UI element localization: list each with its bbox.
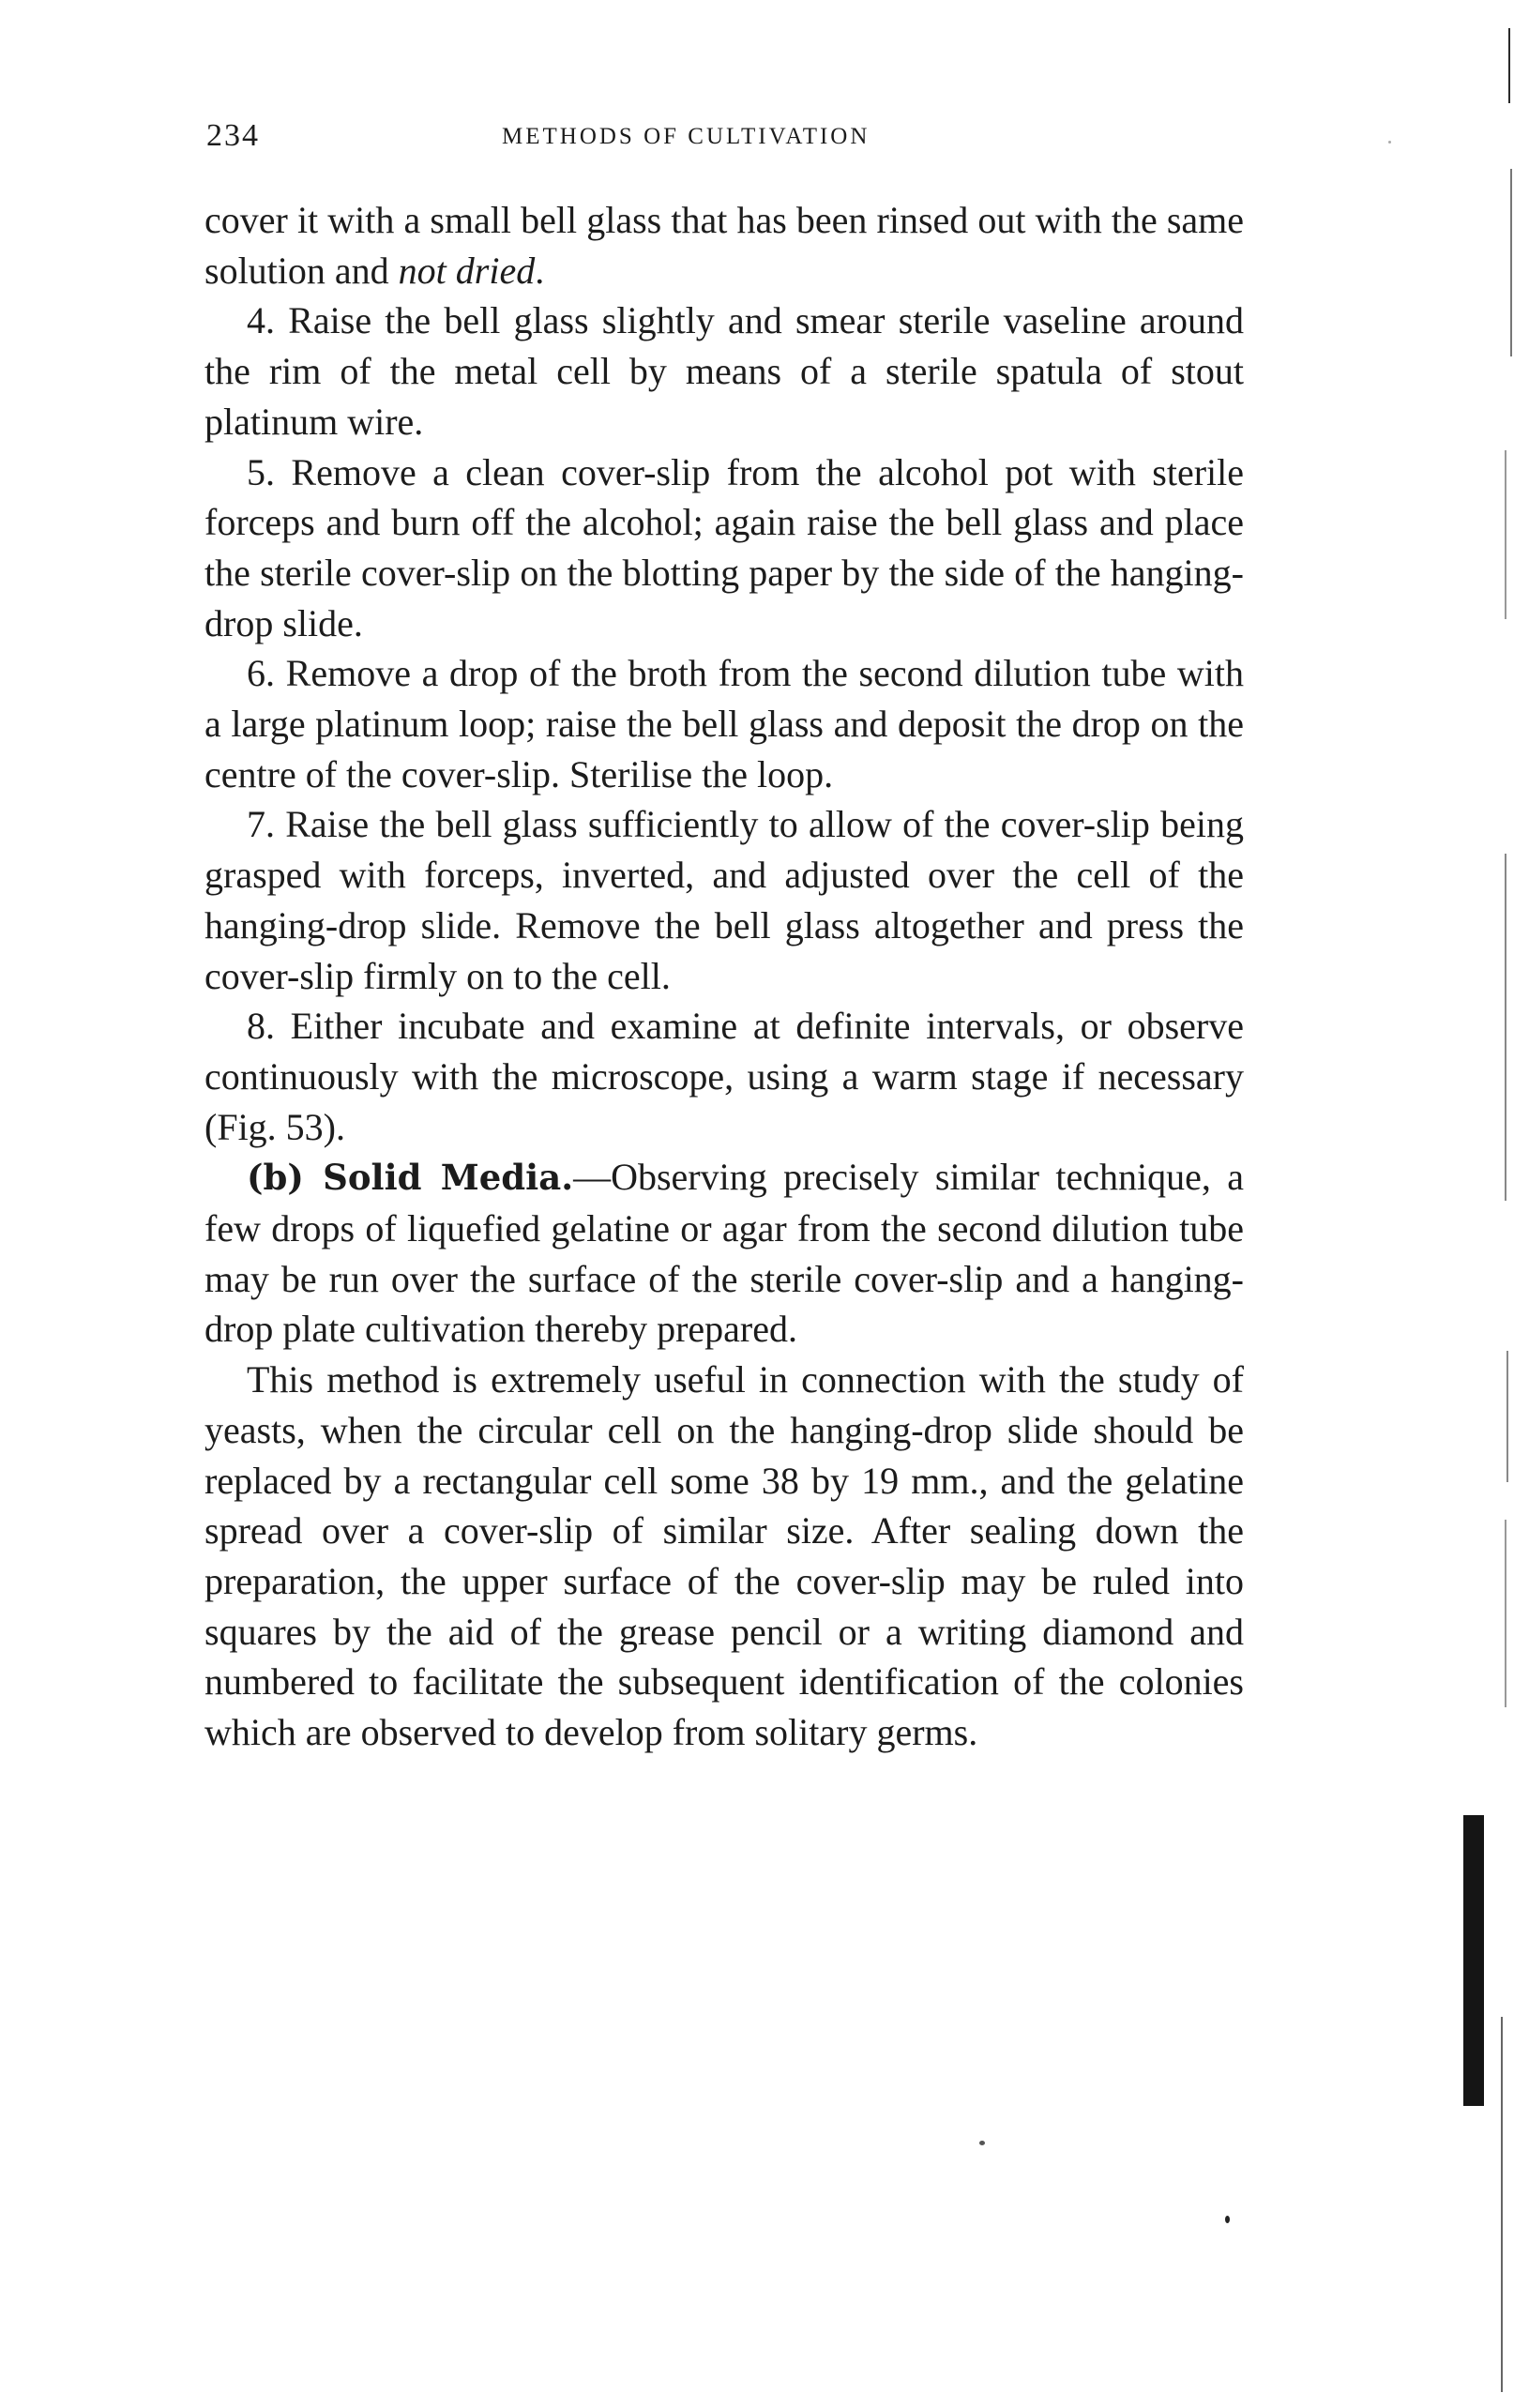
scan-edge-line	[1505, 854, 1506, 1201]
solid-media-heading: (b) Solid Media.	[247, 1157, 574, 1199]
scan-edge-line	[1505, 450, 1506, 619]
paragraph-yeasts: This method is extremely useful in connection with the study of yeasts, when the circular cell on the hanging-drop slide should be replaced by a rectangular cell some 38 by 19 mm., and the gelatine spread over a cover-slip of similar size. After sealing down the preparation, the upper surface of the cover-slip may be ruled into squares by the aid of the grease pencil or a writing diamond and numbered to facilitate the subsequent identification of the colonies which are observed to develop from solitary germs.	[204, 1358, 1244, 1754]
paragraph-solid-media	[204, 1152, 1244, 1355]
page-header	[206, 118, 1248, 165]
scan-edge-dark-band	[1463, 1815, 1484, 2106]
scan-edge-line	[1501, 2017, 1503, 2392]
scan-edge-line	[1510, 169, 1512, 356]
paragraph-1-end: .	[535, 249, 545, 292]
running-head: METHODS OF CULTIVATION	[502, 124, 870, 149]
body-text	[204, 195, 1244, 1758]
page-number: 234	[206, 118, 260, 153]
solid-media-text: —Observing precisely similar technique, a few drops of liquefied gelatine or agar from the second dilution tube may be run over the surface of the sterile cover-slip and a hanging-drop plate cultivation thereby prepared.	[204, 1156, 1244, 1351]
paragraph-step-7: 7. Raise the bell glass sufficiently to allow of the cover-slip being grasped with forceps, inverted, and adjusted over the cell of the hanging-drop slide. Remove the bell glass altogether and press the cover-slip firmly on to the cell.	[204, 803, 1244, 997]
paragraph-1-text: cover it with a small bell glass that has been rinsed out with the same solution and	[204, 199, 1244, 292]
scan-edge-line	[1506, 1351, 1508, 1482]
scan-speck	[979, 2141, 985, 2145]
scan-edge-line	[1508, 28, 1510, 103]
paragraph-1-italic: not dried	[398, 249, 536, 292]
scan-speck	[1225, 2216, 1230, 2223]
paragraph-step-6: 6. Remove a drop of the broth from the second dilution tube with a large platinum loop; raise the bell glass and deposit the drop on the centre of the cover-slip. Sterilise the loop.	[204, 652, 1244, 795]
paragraph-step-5: 5. Remove a clean cover-slip from the alcohol pot with sterile forceps and burn off the alcohol; again raise the bell glass and place the sterile cover-slip on the blotting paper by the side of the hanging-drop slide.	[204, 450, 1244, 644]
paragraph-step-8: 8. Either incubate and examine at definite intervals, or observe continuously with the microscope, using a warm stage if necessary (Fig. 53).	[204, 1005, 1244, 1148]
scan-edge-line	[1505, 1520, 1506, 1707]
scan-speck	[1388, 141, 1391, 144]
paragraph-1	[204, 195, 1244, 295]
paragraph-step-4: 4. Raise the bell glass slightly and smear sterile vaseline around the rim of the metal cell by means of a sterile spatula of stout platinum wire.	[204, 299, 1244, 443]
